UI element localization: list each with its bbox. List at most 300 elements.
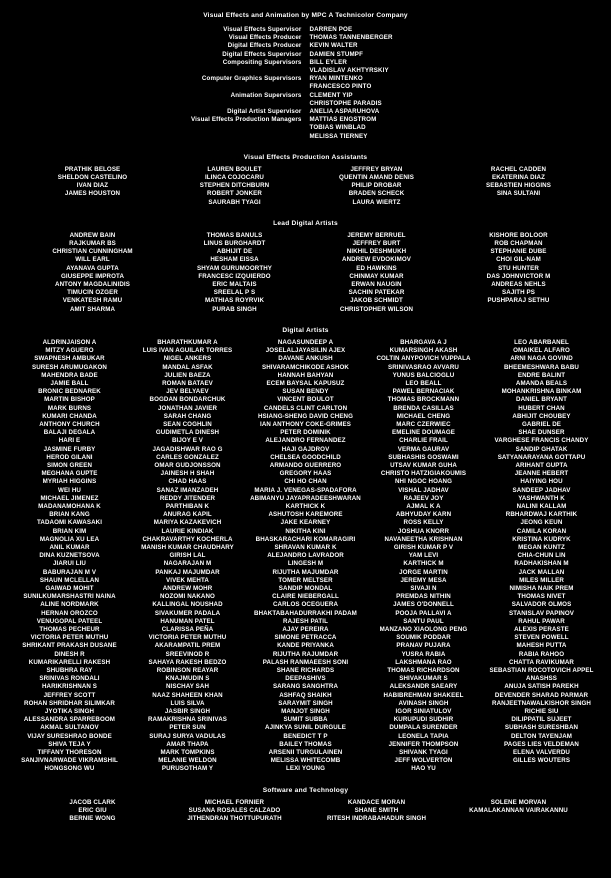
credit-name: CHRISTIAN CUNNINGHAM bbox=[52, 248, 133, 256]
credit-name: SIMONE PETRACCA bbox=[274, 634, 337, 642]
credit-name: DEEPASHIVS bbox=[285, 675, 326, 683]
credit-name: SATYANARAYANA GOTTAPU bbox=[497, 453, 586, 461]
credit-name: CHI HO CHAN bbox=[284, 478, 327, 486]
credit-name: SHRAVAN KUMAR K bbox=[274, 543, 337, 551]
credit-name: NHI NGOC HOANG bbox=[394, 478, 453, 486]
credit-name: CHRISTO HATZIGIAKOUMIS bbox=[380, 470, 467, 478]
credit-name: SUSANA ROSALES CALZADO bbox=[188, 806, 281, 814]
credit-name: HABIBREHMAN SHAKEEL bbox=[383, 691, 464, 699]
credit-name: MOHANKRISHNA BINKAM bbox=[501, 388, 582, 396]
credit-name: MYRIAH HIGGINS bbox=[42, 478, 97, 486]
credit-name: NIGEL ANKERS bbox=[163, 355, 212, 363]
credit-name: HSIANG-SHENG DAVID CHENG bbox=[257, 412, 354, 420]
credit-name: LEO ABARBANEL bbox=[514, 338, 569, 346]
credit-name: STEPHEN DITCHBURN bbox=[199, 182, 270, 190]
credit-name: PUSHPARAJ SETHU bbox=[487, 297, 550, 305]
role-label bbox=[0, 124, 306, 132]
role-value: CLEMENT YIP bbox=[309, 91, 353, 99]
role-row bbox=[0, 133, 611, 141]
credit-name: GUDIMETLA DINESH bbox=[155, 429, 220, 437]
credit-name: SRINIVASRAO AVVARU bbox=[387, 363, 459, 371]
credit-name: SHRIKANT PRAKASH DUSANE bbox=[22, 642, 117, 650]
section-heading: Lead Digital Artists bbox=[273, 219, 338, 227]
credit-name: ALEKSANDR SAEARY bbox=[389, 683, 458, 691]
credit-name: MELISSA WHITECOMB bbox=[270, 757, 341, 765]
credit-name: PURUSOTHAM Y bbox=[161, 765, 214, 773]
credit-name: BRIAN KIM bbox=[52, 527, 87, 535]
credit-name: IAN ANTHONY COKE-GRIMES bbox=[260, 420, 351, 428]
credit-name: VENUGOPAL PATEEL bbox=[36, 617, 103, 625]
credit-name: EMELINE DOUMAGE bbox=[391, 429, 456, 437]
role-label bbox=[0, 83, 306, 91]
credit-name: CARLOS OCEGUERA bbox=[272, 601, 339, 609]
credit-name: JAINESH H SHAH bbox=[160, 470, 215, 478]
credit-name: NAGARAJAN M bbox=[163, 560, 212, 568]
credit-name: VERMA GAURAV bbox=[397, 445, 450, 453]
credit-name: GAIWAD MOHIT bbox=[45, 584, 94, 592]
credit-name: SURESH ARUMUGAKON bbox=[31, 363, 108, 371]
credit-name: SHIVANK TYAGI bbox=[399, 749, 448, 757]
credit-name: ANASHSS bbox=[526, 675, 557, 683]
credit-name: JIARUI LIU bbox=[53, 560, 86, 568]
credit-name: JACOB CLARK bbox=[69, 798, 116, 806]
credit-name: ENDRE BALINT bbox=[517, 371, 566, 379]
credit-name: KUMARI CHANDA bbox=[42, 412, 97, 420]
section-software-and-technology bbox=[0, 787, 611, 824]
role-label: Digital Artist Supervisor bbox=[227, 108, 302, 116]
credit-name: PETER DOMINIK bbox=[280, 429, 331, 437]
credit-name: RAJEEV JOY bbox=[403, 494, 444, 502]
credit-name: CLARISSA PEÑA bbox=[161, 626, 214, 633]
credit-name: IVAN DIAZ bbox=[76, 182, 109, 190]
role-row bbox=[0, 59, 611, 67]
credit-name: RABIA RAHOO bbox=[518, 650, 565, 658]
credit-name: HANUMAN PATEL bbox=[160, 617, 215, 625]
credit-name: GREGORY HAAS bbox=[279, 470, 332, 478]
credit-name: JEANNE HEBERT bbox=[514, 470, 569, 478]
credit-name: MAGNOLIA XU LEA bbox=[39, 535, 100, 543]
credit-name: CHARLIE FRAIL bbox=[399, 437, 448, 445]
credit-name: SARANG SANGHTRA bbox=[272, 683, 339, 691]
credit-name: WEI HU bbox=[58, 486, 81, 494]
credit-name: ROSS KELLY bbox=[403, 519, 444, 527]
credit-name: ARNI NAGA GOVIND bbox=[510, 355, 573, 363]
credit-name: BRONIC BEDNAREK bbox=[38, 388, 101, 396]
credit-name: BIJOY E V bbox=[171, 437, 204, 445]
credit-name: SANAZ IMANZADEH bbox=[156, 486, 219, 494]
role-row bbox=[0, 51, 611, 59]
credit-name: HUBERT CHAN bbox=[518, 404, 565, 412]
credit-name: MANISH KUMAR CHAUDHARY bbox=[141, 543, 234, 551]
credit-name: STU HUNTER bbox=[498, 264, 539, 272]
credit-name: JEFFREY BURT bbox=[352, 240, 401, 248]
credit-name: KANDE PRIYANKA bbox=[277, 642, 334, 650]
role-label: Digital Effects Supervisor bbox=[222, 50, 302, 58]
credit-name: ALDRINJAISON A bbox=[42, 338, 97, 346]
credit-name: JYOTIKA SINGH bbox=[44, 708, 95, 716]
section-lead-digital-artists bbox=[0, 220, 611, 314]
credit-name: SHUBHRA RAY bbox=[46, 667, 93, 675]
credit-name: AJAY PEREIRA bbox=[282, 626, 329, 633]
role-value: MATTIAS ENGSTROM bbox=[309, 116, 377, 124]
credit-name: SANDIP GHATAK bbox=[515, 445, 568, 453]
credit-name: ANDREW BAIN bbox=[69, 231, 116, 239]
credit-name: JACK MALLAN bbox=[518, 568, 565, 576]
credit-name: JULIEN BAEZA bbox=[164, 371, 211, 379]
credit-name: MANZANO XIAOLONG PENG bbox=[379, 626, 468, 633]
credit-name: OMAIKEL ALFARO bbox=[513, 347, 570, 355]
credit-name: SINA SULTANI bbox=[496, 190, 541, 198]
credit-name: JEREMY MESA bbox=[400, 576, 447, 584]
credit-name: JEREMY BERRUEL bbox=[347, 231, 406, 239]
credit-name: IGOR SINIATULOV bbox=[395, 708, 452, 716]
credit-name: SOLENE MORVAN bbox=[490, 798, 547, 806]
credit-name: MARC CZERWIEC bbox=[396, 420, 451, 428]
credit-name: MARK TOMPKINS bbox=[160, 749, 215, 757]
credit-name: KUMARIKARELLI RAKESH bbox=[28, 658, 111, 666]
credit-name: ANDREW MOHR bbox=[162, 584, 213, 592]
role-value: TOBIAS WINBLAD bbox=[309, 124, 366, 132]
credit-name: MICHAEL JIMENEZ bbox=[40, 494, 99, 502]
credit-name: ARSENII TURGULAINEN bbox=[268, 749, 343, 757]
credit-name: LAURA WIERTZ bbox=[352, 198, 401, 206]
credit-name: EKATERINA DIAZ bbox=[492, 174, 545, 182]
credit-name-empty bbox=[448, 815, 590, 823]
credit-name: MEGHANA GUPTE bbox=[41, 470, 98, 478]
credit-name: SUNILKUMARSHASTRI NAINA bbox=[23, 593, 116, 601]
credit-name: ABHIJIT DE bbox=[216, 248, 253, 256]
credit-name: ABHYUDAY KARN bbox=[395, 511, 452, 519]
credit-name: PRATHIK BELOSE bbox=[64, 165, 121, 173]
credit-name: BRADEN SCHECK bbox=[348, 190, 405, 198]
role-label bbox=[0, 100, 306, 108]
credit-name: RACHEL CADDEN bbox=[490, 165, 547, 173]
credit-name: ELENA VALVERDU bbox=[513, 749, 570, 757]
credit-name: SARAYMIT SINGH bbox=[278, 699, 333, 707]
credit-name: RAJESH PATIL bbox=[283, 617, 328, 625]
credit-name: CHRISTOPHER WILSON bbox=[339, 305, 414, 313]
credit-name: ARMANDO GUERRERO bbox=[269, 461, 342, 469]
credit-name: STANISLAV PAPINOV bbox=[509, 609, 574, 617]
credit-name: RADHAKISHAN M bbox=[514, 560, 569, 568]
role-label: Visual Effects Supervisor bbox=[223, 26, 302, 33]
credit-name: BRENDA CASILLAS bbox=[393, 404, 454, 412]
credit-name: BAILEY THOMAS bbox=[279, 740, 332, 748]
role-value: ANELIA ASPARUHOVA bbox=[309, 108, 380, 116]
credit-name: BRIAN KANG bbox=[49, 511, 90, 519]
role-value: CHRISTOPHE PARADIS bbox=[309, 99, 382, 107]
credit-name: CLAIRE NIEBERGALL bbox=[272, 593, 339, 601]
credit-name: CHAD HAAS bbox=[168, 478, 207, 486]
credit-name: NOZOMI NAKANO bbox=[160, 593, 215, 601]
role-value: VLADISLAV AKHTYRSKIY bbox=[309, 67, 389, 75]
credit-name: RICHIE SIU bbox=[524, 708, 559, 716]
credit-name: SAURABH TYAGI bbox=[208, 198, 261, 206]
credit-name: OMAR GUDJONSSON bbox=[154, 461, 221, 469]
credit-name: PAGES LIES VELDEMAN bbox=[503, 740, 579, 748]
credit-name-empty bbox=[448, 199, 590, 207]
credit-name: STEPHANIE DUBE bbox=[490, 248, 547, 256]
credit-name: VINCENT BOULOT bbox=[277, 396, 334, 404]
credit-name: RBHARDWAJ KARTHIK bbox=[505, 511, 578, 519]
credit-name: JAKOB SCHMIDT bbox=[350, 297, 403, 305]
credit-name: AMIT SHARMA bbox=[69, 305, 116, 313]
credit-name: BENEDICT T P bbox=[283, 732, 328, 740]
credit-name: SARAH CHANG bbox=[163, 412, 212, 420]
credit-name: LEXI YOUNG bbox=[285, 765, 326, 773]
credit-name: SEBASTIEN HIGGINS bbox=[486, 182, 551, 190]
credit-name: DILIPPATIL SUJEET bbox=[511, 716, 572, 724]
credit-name: CHIA-CHUN LIN bbox=[517, 552, 566, 560]
credit-name: SHIVARAMCHIKODE ASHOK bbox=[261, 363, 349, 371]
role-label: Animation Supervisors bbox=[230, 91, 302, 99]
role-value: BILL EYLER bbox=[309, 58, 347, 66]
credit-name: KUMARSINGH AKASH bbox=[389, 347, 458, 355]
credit-name: RANJEETNAWALKISHOR SINGH bbox=[492, 699, 591, 707]
credit-name: NIKHIL DESHMUKH bbox=[346, 248, 407, 256]
credit-name: THOMAS BROCKMANN bbox=[387, 396, 460, 404]
credit-name: SREEVINOD R bbox=[165, 650, 210, 658]
credit-name: SEAN COGHLIN bbox=[163, 420, 212, 428]
credit-name: HESHAM EISSA bbox=[210, 256, 259, 264]
role-row bbox=[0, 75, 611, 83]
credit-name: ANIL KUMAR bbox=[49, 543, 90, 551]
role-label: Visual Effects Producer bbox=[228, 34, 302, 42]
credit-name: SEBASTIAN ROCOTOVICH APPEL bbox=[489, 667, 594, 675]
credit-name: KISHORE BOLOOR bbox=[489, 231, 548, 239]
credit-name: NIMISHA NAIK PREM bbox=[509, 584, 574, 592]
credit-name: PANKAJ MAJUMDAR bbox=[155, 568, 220, 576]
role-value: KEVIN WALTER bbox=[309, 42, 358, 50]
credit-name: AYANAVA GUPTA bbox=[66, 264, 119, 272]
credit-name: JEONG KEUN bbox=[520, 519, 563, 527]
credit-name: ANUJA SATISH PAREKH bbox=[504, 683, 579, 691]
credit-name: KAMALAKANNAN VAIRAKANNU bbox=[469, 806, 568, 814]
credit-name: PHILIP DROBAR bbox=[351, 182, 402, 190]
section-vfx-production-assistants bbox=[0, 154, 611, 207]
credit-name: KARTHICK K bbox=[285, 502, 326, 510]
credit-name: AJMAL K A bbox=[406, 502, 441, 510]
role-label: Digital Effects Producer bbox=[227, 42, 302, 50]
credit-name: LAKSHMANA RAO bbox=[395, 658, 452, 666]
credit-name: ANTHONY CHURCH bbox=[39, 420, 100, 428]
names-grid bbox=[0, 799, 611, 824]
role-row bbox=[0, 26, 611, 34]
credit-name: SANJIVNARWADE VIKRAMSHIL bbox=[21, 757, 118, 765]
credit-name-empty bbox=[448, 306, 590, 314]
section-heading: Visual Effects Production Assistants bbox=[243, 153, 368, 161]
credit-name: SHYAM GURUMOORTHY bbox=[196, 264, 273, 272]
credit-name: KURUPUDI SUDHIR bbox=[393, 716, 454, 724]
credit-name: PETER SUN bbox=[169, 724, 206, 732]
credit-name: JEV BELYAEV bbox=[166, 388, 209, 396]
credit-name: ROB CHAPMAN bbox=[494, 240, 543, 248]
credit-name: ALINE NORDMARK bbox=[40, 601, 99, 609]
credit-name: SANDEEP JADHAV bbox=[512, 486, 571, 494]
credit-name: LINUS BURGHARDT bbox=[203, 240, 266, 248]
credit-name: MARTIN BISHOP bbox=[44, 396, 95, 404]
credit-name: UTSAV KUMAR GUHA bbox=[390, 461, 457, 469]
credit-name: MATHIAS ROYRVIK bbox=[204, 297, 265, 305]
credit-name: MARIA J. VENEGAS-SPADAFORA bbox=[254, 486, 357, 494]
credit-name: LINGESH M bbox=[287, 560, 324, 568]
credit-name: JAMES O'DONNELL bbox=[393, 601, 454, 609]
credit-name: JEFF WOLVERTON bbox=[394, 757, 453, 765]
credit-name: PARTHIBAN K bbox=[165, 502, 210, 510]
role-row bbox=[0, 83, 611, 91]
credit-name: DELTON TAYENJAM bbox=[510, 732, 573, 740]
credit-name: ROBINSON REAYAR bbox=[156, 667, 219, 675]
credit-name: THOMAS RICHARDSON bbox=[387, 667, 460, 675]
role-label bbox=[0, 67, 306, 75]
credit-name: JEFFREY BRYAN bbox=[350, 165, 403, 173]
role-row bbox=[0, 108, 611, 116]
credit-name: SANDIP MONDAL bbox=[278, 584, 333, 592]
role-value: THOMAS TANNENBERGER bbox=[309, 34, 393, 42]
credit-name: YUNUS BALCIOGLU bbox=[392, 371, 455, 379]
credit-name: GIUSEPPE IMPROTA bbox=[60, 272, 125, 280]
credit-name: RITESH INDRABAHADUR SINGH bbox=[326, 815, 427, 823]
role-value: DAMIEN STUMPF bbox=[309, 50, 364, 58]
credit-name: TOMER MELTSER bbox=[278, 576, 333, 584]
credit-name: GIRISH LAL bbox=[169, 552, 206, 560]
credit-name: AMANDA BEALS bbox=[515, 379, 568, 387]
credit-name: VICTORIA PETER MUTHU bbox=[148, 634, 227, 642]
credit-name: CHELSEA GOODCHILD bbox=[270, 453, 341, 461]
credit-name: SAHAYA RAKESH BEDZO bbox=[148, 658, 227, 666]
credit-name: MAHENDRA BADE bbox=[41, 371, 98, 379]
credit-name: LUIS IVAN AGUILAR TORRES bbox=[142, 347, 233, 355]
credit-name: ERIC MALTAIS bbox=[212, 281, 257, 289]
credit-name: ANURAG KAPIL bbox=[163, 511, 212, 519]
credit-name-empty bbox=[483, 765, 601, 773]
credit-name: JENNIFER THOMPSON bbox=[388, 740, 459, 748]
names-grid bbox=[0, 232, 611, 314]
section-heading: Digital Artists bbox=[282, 326, 329, 334]
credit-name: SRINIVAS RONDALI bbox=[39, 675, 100, 683]
credit-name: VENKATESH RAMU bbox=[62, 297, 123, 305]
credit-name: VICTORIA PETER MUTHU bbox=[30, 634, 109, 642]
credit-name: BERNIE WONG bbox=[69, 815, 116, 823]
credit-name: SHAE DUNSER bbox=[518, 429, 565, 437]
credit-name: ANTONY MAGDALINIDIS bbox=[55, 281, 130, 289]
credit-name: SWAPNESH AMBUKAR bbox=[34, 355, 105, 363]
credit-name: ROMAN BATAEV bbox=[162, 379, 213, 387]
credit-name: SUSAN BENDY bbox=[282, 388, 329, 396]
credit-name: YAM LEVI bbox=[408, 552, 439, 560]
credit-name: MELANIE WELDON bbox=[158, 757, 217, 765]
credit-name: JASMINE FURBY bbox=[43, 445, 96, 453]
credit-name: SAJITH PS bbox=[502, 289, 535, 297]
credit-name: ROHAN SHRIDHAR SILIMKAR bbox=[24, 699, 115, 707]
credit-name: NALINI KALLAM bbox=[516, 502, 567, 510]
names-grid bbox=[0, 339, 611, 774]
credit-name: SUBHASHIS GOSWAMI bbox=[388, 453, 459, 461]
credit-name: VISHAL JADHAV bbox=[398, 486, 449, 494]
credit-name: MANDAL ASFAK bbox=[162, 363, 213, 371]
credit-name: QUENTIN AMAND DENIS bbox=[339, 174, 414, 182]
credit-name: ERIC GIU bbox=[78, 806, 107, 814]
credit-name: SUMIT SUBBA bbox=[283, 716, 328, 724]
credit-name: MAHESH PUTTA bbox=[516, 642, 567, 650]
credit-name: SIVAJI N bbox=[410, 584, 437, 592]
company-title: Visual Effects and Animation by MPC A Technicolor Company bbox=[203, 12, 408, 19]
credit-name: AVINASH SINGH bbox=[398, 699, 449, 707]
credit-name: HERNAN OROZCO bbox=[41, 609, 98, 617]
credit-name: MARK BURNS bbox=[47, 404, 92, 412]
credit-name: PALASH RANMAEESH SONI bbox=[262, 658, 349, 666]
credit-name: CARLES GONZALEZ bbox=[156, 453, 219, 461]
credit-name: ED HAWKINS bbox=[356, 264, 397, 272]
credit-name: NAGASUNDEEP A bbox=[277, 338, 334, 346]
credit-name: HONGSONG WU bbox=[44, 765, 95, 773]
credit-name: LEONELA TAPIA bbox=[398, 732, 449, 740]
credit-name: SHANE SMITH bbox=[354, 806, 399, 814]
credit-name: THOMAS NIVET bbox=[517, 593, 566, 601]
credit-name: AKARAMPATIL PREM bbox=[154, 642, 221, 650]
credit-name: SHANE RICHARDS bbox=[276, 667, 335, 675]
credit-name: JORGE MARTIN bbox=[399, 568, 448, 576]
role-value: FRANCESCO PINTO bbox=[309, 83, 372, 91]
role-row bbox=[0, 67, 611, 75]
credit-name: SIVAKUMER PADALA bbox=[154, 609, 221, 617]
credit-name: REDDY JITENDER bbox=[159, 494, 216, 502]
credit-name: RIJUTHA MAJUMDAR bbox=[272, 568, 339, 576]
credit-name: SHAUN MCLELLAN bbox=[39, 576, 100, 584]
credit-name: DINESH R bbox=[54, 650, 85, 658]
credit-name: AMAR THAPA bbox=[166, 740, 209, 748]
credit-name: FRANCESC IZQUIERDO bbox=[198, 272, 271, 280]
credit-name: KARTHICK M bbox=[403, 560, 444, 568]
credit-name: POOJA PALLAVI A bbox=[395, 609, 452, 617]
credit-name: ERWAN NAUGIN bbox=[351, 281, 402, 289]
credit-name: BOGDAN BONDARCHUK bbox=[149, 396, 226, 404]
credit-name: SACHIN PATEKAR bbox=[348, 289, 405, 297]
credit-name: LUIS SILVA bbox=[170, 699, 205, 707]
credit-name: THOMAS BANULS bbox=[206, 231, 263, 239]
credit-name: HAO YU bbox=[411, 765, 436, 773]
credit-name-empty bbox=[22, 199, 164, 207]
credit-name: ARIHANT GUPTA bbox=[515, 461, 568, 469]
credit-name: MEGAN KUNTZ bbox=[518, 543, 565, 551]
role-row bbox=[0, 34, 611, 42]
credit-name: KRISTINA KUDRYK bbox=[512, 535, 571, 543]
credit-name: WILL EARL bbox=[75, 256, 110, 264]
credit-name: LAUREN BOULET bbox=[207, 165, 262, 173]
credit-name: RAMAKRISHNA SRINIVAS bbox=[147, 716, 227, 724]
credit-name: GIRISH KUMAR P V bbox=[393, 543, 454, 551]
credit-name: VIJAY SURESHRAO BONDE bbox=[27, 732, 112, 740]
credit-name: THOMAS PECHEUR bbox=[39, 626, 100, 633]
credit-name: HEROD GILANI bbox=[46, 453, 93, 461]
credit-name: YUSRA RABIA bbox=[401, 650, 446, 658]
credit-name: JOSHUA KNORR bbox=[397, 527, 450, 535]
credit-name: SHIVA TEJA Y bbox=[48, 740, 91, 748]
credit-name: MANJOT SINGH bbox=[281, 708, 330, 716]
credit-name: JAGADISHWAR RAO G bbox=[152, 445, 223, 453]
credit-name: BHAKTABAHADURRAKHI PADAM bbox=[254, 609, 357, 617]
credit-name: SHELDON CASTELINO bbox=[57, 174, 128, 182]
role-value: MELISSA TIERNEY bbox=[309, 132, 368, 140]
credit-name: JAKE KEARNEY bbox=[280, 519, 331, 527]
credit-name: NIKITHA KINI bbox=[285, 527, 326, 535]
supervisors-block bbox=[0, 26, 611, 141]
credit-name: PURAB SINGH bbox=[212, 305, 257, 313]
credit-name: ILINCA COJOCARU bbox=[204, 174, 265, 182]
credit-name: JEFFREY SCOTT bbox=[43, 691, 96, 699]
role-value: RYAN MINTENKO bbox=[309, 75, 363, 83]
credit-name: ASHUTOSH KAREMORE bbox=[268, 511, 343, 519]
